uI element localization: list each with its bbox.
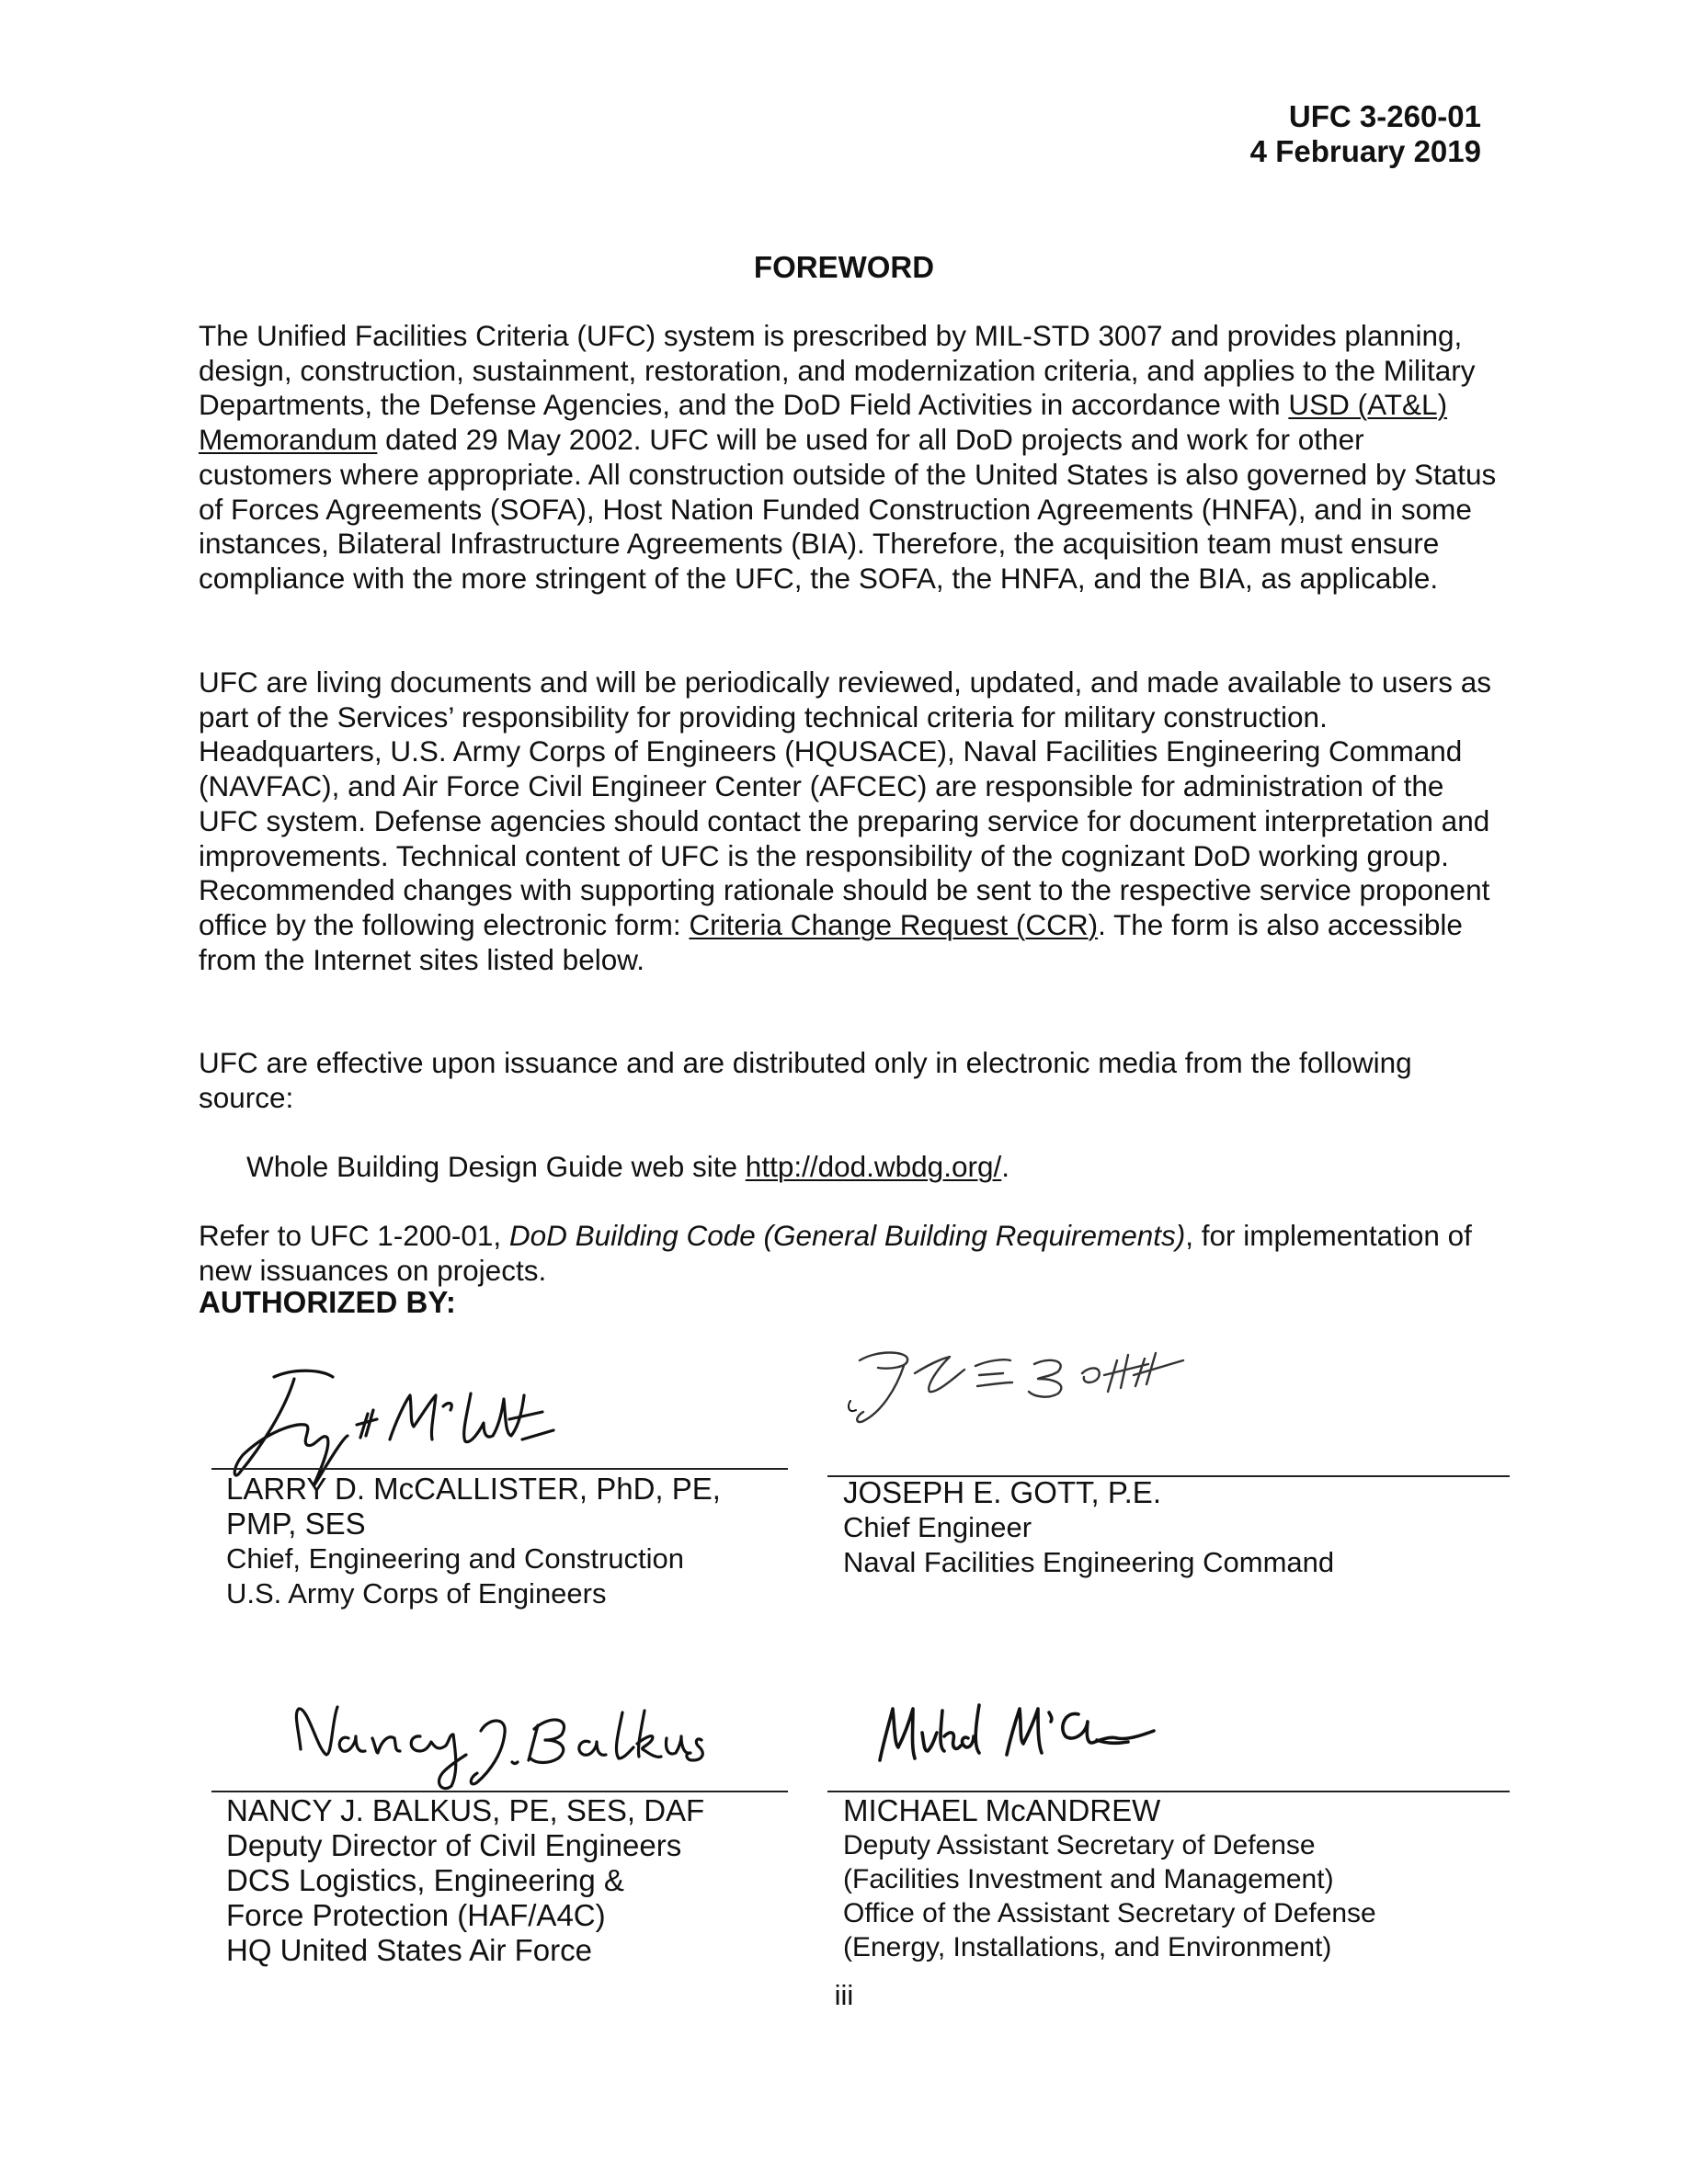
- criteria-change-request-link[interactable]: Criteria Change Request (CCR): [689, 907, 1099, 941]
- signer-block-balkus: [226, 1793, 787, 1968]
- para1-text-b: dated 29 May 2002. UFC will be used for all DoD projects and work for other customers where appropriate. All construction outside of the United States is also governed by Status of Forces Agreements (SOFA), Host Nation Funded Construction Agreements (HNFA), and in some instances, Bilateral Infrastructure Agreements (BIA). Therefore, the acquisition team must ensure compliance with the more stringent of the UFC, the SOFA, the HNFA, and the BIA, as applicable.: [199, 423, 1497, 595]
- para2-text-a: UFC are living documents and will be periodically reviewed, updated, and made available to users as part of the Services’ responsibility for providing technical criteria for military construction. Headquarters, U.S. Army Corps of Engineers (HQUSACE), Naval Facilities Engineering Command (NAVFAC), and Air Force Civil Engineer Center (AFCEC) are responsible for administration of the UFC system. Defense agencies should contact the preparing service for document interpretation and improvements. Technical content of UFC is the responsibility of the cognizant DoD working group. Recommended changes with supporting rationale should be sent to the respective service proponent office by the following electronic form:: [199, 665, 1492, 941]
- signer-title: Deputy Assistant Secretary of Defense: [843, 1830, 1316, 1860]
- signer-organization: Office of the Assistant Secretary of Defense: [843, 1898, 1376, 1928]
- para5-italic-title: DoD Building Code (General Building Requirements): [508, 1219, 1186, 1252]
- doc-number: UFC 3-260-01: [1288, 99, 1481, 133]
- signer-organization-line: Force Protection (HAF/A4C): [226, 1898, 606, 1932]
- signature-gott: [841, 1333, 1246, 1434]
- signer-block-mcandrew: [843, 1793, 1505, 1964]
- wbdg-source-line: [246, 1150, 1552, 1185]
- foreword-paragraph-2: [199, 665, 1504, 977]
- para4-text-a: Whole Building Design Guide web site: [246, 1150, 746, 1183]
- signer-title: Chief, Engineering and Construction: [226, 1542, 685, 1575]
- signer-organization-line: DCS Logistics, Engineering &: [226, 1863, 624, 1897]
- page-number: iii: [834, 1979, 854, 2011]
- signer-name: LARRY D. McCALLISTER, PhD, PE, PMP, SES: [226, 1472, 721, 1541]
- signature-balkus: [280, 1694, 713, 1795]
- foreword-paragraph-1: [199, 319, 1504, 597]
- para4-text-b: .: [1001, 1150, 1010, 1183]
- doc-date: 4 February 2019: [1249, 134, 1481, 168]
- page-title: FOREWORD: [753, 250, 935, 284]
- document-header: [1250, 99, 1481, 169]
- para5-text-b: , for implementation of new issuances on projects.: [199, 1219, 1472, 1287]
- signature-line-1: [211, 1468, 788, 1470]
- wbdg-link[interactable]: http://dod.wbdg.org/: [745, 1150, 1002, 1183]
- signer-block-mccallister: [226, 1472, 787, 1611]
- signer-title: Deputy Director of Civil Engineers: [226, 1828, 682, 1862]
- foreword-paragraph-5: [199, 1219, 1504, 1288]
- para5-text-a: Refer to UFC 1-200-01,: [199, 1219, 509, 1252]
- foreword-paragraph-3: [199, 1046, 1504, 1115]
- para1-text-a: The Unified Facilities Criteria (UFC) system is prescribed by MIL-STD 3007 and provides planning, design, construction, sustainment, restoration, and modernization criteria, and applies to the Military Departments, the Defense Agencies, and the DoD Field Activities in accordance with: [199, 319, 1476, 422]
- signer-organization: Naval Facilities Engineering Command: [843, 1546, 1335, 1578]
- signer-organization-detail: (Energy, Installations, and Environment): [843, 1932, 1332, 1962]
- signer-block-gott: [843, 1475, 1505, 1580]
- signature-mcandrew: [869, 1687, 1172, 1779]
- signer-name: JOSEPH E. GOTT, P.E.: [843, 1475, 1161, 1509]
- signature-line-3: [211, 1791, 788, 1792]
- para2-text-b: . The form is also accessible from the Internet sites listed below.: [199, 907, 1463, 976]
- signer-organization-line: HQ United States Air Force: [226, 1933, 592, 1967]
- usd-memorandum-link[interactable]: USD (AT&L) Memorandum: [199, 388, 1448, 457]
- signer-title: Chief Engineer: [843, 1511, 1032, 1543]
- signer-title-detail: (Facilities Investment and Management): [843, 1864, 1334, 1894]
- signer-name: NANCY J. BALKUS, PE, SES, DAF: [226, 1793, 705, 1827]
- authorized-by-heading: AUTHORIZED BY:: [199, 1285, 456, 1319]
- signer-organization: U.S. Army Corps of Engineers: [226, 1577, 607, 1610]
- para3-text: UFC are effective upon issuance and are distributed only in electronic media from the following source:: [199, 1046, 1412, 1114]
- signer-name: MICHAEL McANDREW: [843, 1793, 1161, 1827]
- signature-line-4: [827, 1791, 1510, 1792]
